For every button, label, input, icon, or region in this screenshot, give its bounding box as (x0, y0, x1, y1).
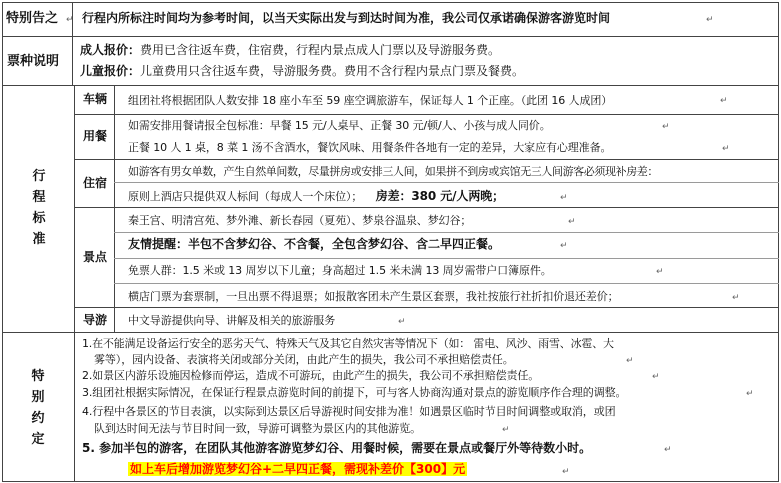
meal-line-2: 正餐 10 人 1 桌，8 菜 1 汤不含酒水，餐饮风味、用餐条件各地有一定的差异，大家应有心理准备。 (128, 141, 612, 154)
divider (114, 232, 779, 233)
agreement-item-1b: 雾等），园内设备、表演将关闭或部分关闭，由此产生的损失，我公司不承担赔偿责任。 (94, 353, 514, 366)
spots-line-3: 免票人群：1.5 米或 13 周岁以下儿童；身高超过 1.5 米未满 13 周岁需带户口簿原件。 (128, 264, 552, 277)
vehicle-label: 车辆 (83, 92, 108, 106)
paragraph-mark: ↵ (66, 15, 74, 25)
agreement-side-label (27, 366, 49, 450)
lodging-line-2 (128, 189, 504, 204)
agreement-item-5: 5. 参加半包的游客，在团队其他游客游览梦幻谷、用餐时候，需要在景点或餐厅外等待数小时。 (82, 441, 592, 455)
side-char: 别 (31, 390, 45, 405)
child-price-line (80, 64, 524, 79)
spots-label: 景点 (83, 250, 108, 264)
ticket-label: 票种说明 (7, 54, 60, 69)
side-char: 程 (32, 190, 46, 205)
side-char: 定 (31, 432, 45, 447)
paragraph-mark: ↵ (662, 122, 670, 132)
paragraph-mark: ↵ (562, 467, 570, 477)
paragraph-mark: ↵ (732, 293, 740, 303)
child-price-key: 儿童报价： (80, 64, 141, 78)
agreement-item-1a: 1.在不能满足设备运行安全的恶劣天气、特殊天气及其它自然灾害等情况下（如： 雷电、风沙、雨雪、冰雹、大 (82, 337, 614, 350)
side-char: 准 (32, 232, 46, 247)
paragraph-mark: ↵ (502, 425, 510, 435)
divider (114, 283, 779, 284)
side-char: 特 (31, 369, 45, 384)
meal-label: 用餐 (83, 129, 108, 143)
guide-label: 导游 (83, 313, 108, 327)
paragraph-mark: ↵ (560, 193, 568, 203)
agreement-item-2: 2.如景区内游乐设施因检修而停运，造成不可游玩，由此产生的损失，我公司不承担赔偿责任。 (82, 369, 540, 382)
adult-price-line (80, 43, 500, 58)
standards-side-label (28, 166, 50, 250)
spots-line-2: 友情提醒：半包不含梦幻谷、不含餐，全包含梦幻谷、含二早四正餐。 (128, 237, 501, 251)
room-diff-price: 房差：380 元/人两晚； (375, 189, 505, 203)
side-char: 行 (32, 169, 46, 184)
paragraph-mark: ↵ (722, 144, 730, 154)
side-char: 标 (32, 211, 46, 226)
divider (114, 182, 779, 183)
paragraph-mark: ↵ (664, 445, 672, 455)
spots-line-4: 横店门票为套票制，一旦出票不得退票；如报散客团未产生景区套票，我社按旅行社折扣价退还差价； (128, 290, 619, 303)
child-price-text: 儿童费用只含往返车费，导游服务费。费用不含行程内景点门票及餐费。 (140, 64, 525, 78)
meal-line-1: 如需安排用餐请报全包标准：早餐 15 元/人桌早、正餐 30 元/顿/人、小孩与成人同价。 (128, 119, 551, 132)
divider (114, 258, 779, 259)
adult-price-text: 费用已含往返车费，住宿费，行程内景点成人门票以及导游服务费。 (140, 43, 501, 57)
paragraph-mark: ↵ (560, 241, 568, 251)
divider (2, 332, 779, 333)
surcharge-note (128, 462, 467, 477)
divider (74, 207, 779, 208)
agreement-item-3: 3.组团社根据实际情况，在保证行程景点游览时间的前提下，可与客人协商沟通对景点的游览顺序作合理的调整。 (82, 386, 627, 399)
paragraph-mark: ↵ (398, 317, 406, 327)
lodging-label: 住宿 (83, 176, 108, 190)
paragraph-mark: ↵ (626, 356, 634, 366)
divider (74, 159, 779, 160)
lodging-line-1: 如游客有男女单数，产生自然单间数，尽量拼房或安排三人间，如果拼不到房或宾馆无三人间游客必须现补房差： (128, 165, 658, 178)
divider (2, 36, 779, 37)
adult-price-key: 成人报价： (80, 43, 141, 57)
notice-label: 特别告之 (6, 11, 59, 26)
divider (74, 85, 75, 482)
lodging-note: 原则上酒店只提供双人标间（每成人一个床位）； (128, 190, 363, 203)
agreement-item-4b: 队到达时间无法与节目时间一致，导游可调整为景区内的其他游览。 (94, 422, 421, 435)
surcharge-text: 如上车后增加游览梦幻谷+二早四正餐，需现补差价【300】元 (130, 462, 466, 476)
agreement-item-4a: 4.行程中各景区的节目表演，以实际到达景区后导游视时间安排为准！如遇景区临时节目时间调整或取消，或团 (82, 405, 616, 418)
guide-text: 中文导游提供向导、讲解及相关的旅游服务 (128, 314, 336, 327)
divider (114, 85, 115, 332)
vehicle-text: 组团社将根据团队人数安排 18 座小车至 59 座空调旅游车，保证每人 1 个正座。（此团 16 人成团） (128, 94, 613, 107)
paragraph-mark: ↵ (568, 217, 576, 227)
divider (2, 85, 779, 86)
paragraph-mark: ↵ (720, 96, 728, 106)
notice-text: 行程内所标注时间均为参考时间，以当天实际出发与到达时间为准，我公司仅承诺确保游客游览时间 (82, 11, 611, 25)
spots-line-1: 秦王宫、明清宫苑、梦外滩、新长春园（夏苑）、梦泉谷温泉、梦幻谷； (128, 214, 472, 227)
divider (74, 307, 779, 308)
side-char: 约 (31, 411, 45, 426)
paragraph-mark: ↵ (746, 389, 754, 399)
divider (74, 114, 779, 115)
paragraph-mark: ↵ (652, 372, 660, 382)
paragraph-mark: ↵ (706, 15, 714, 25)
paragraph-mark: ↵ (656, 267, 664, 277)
